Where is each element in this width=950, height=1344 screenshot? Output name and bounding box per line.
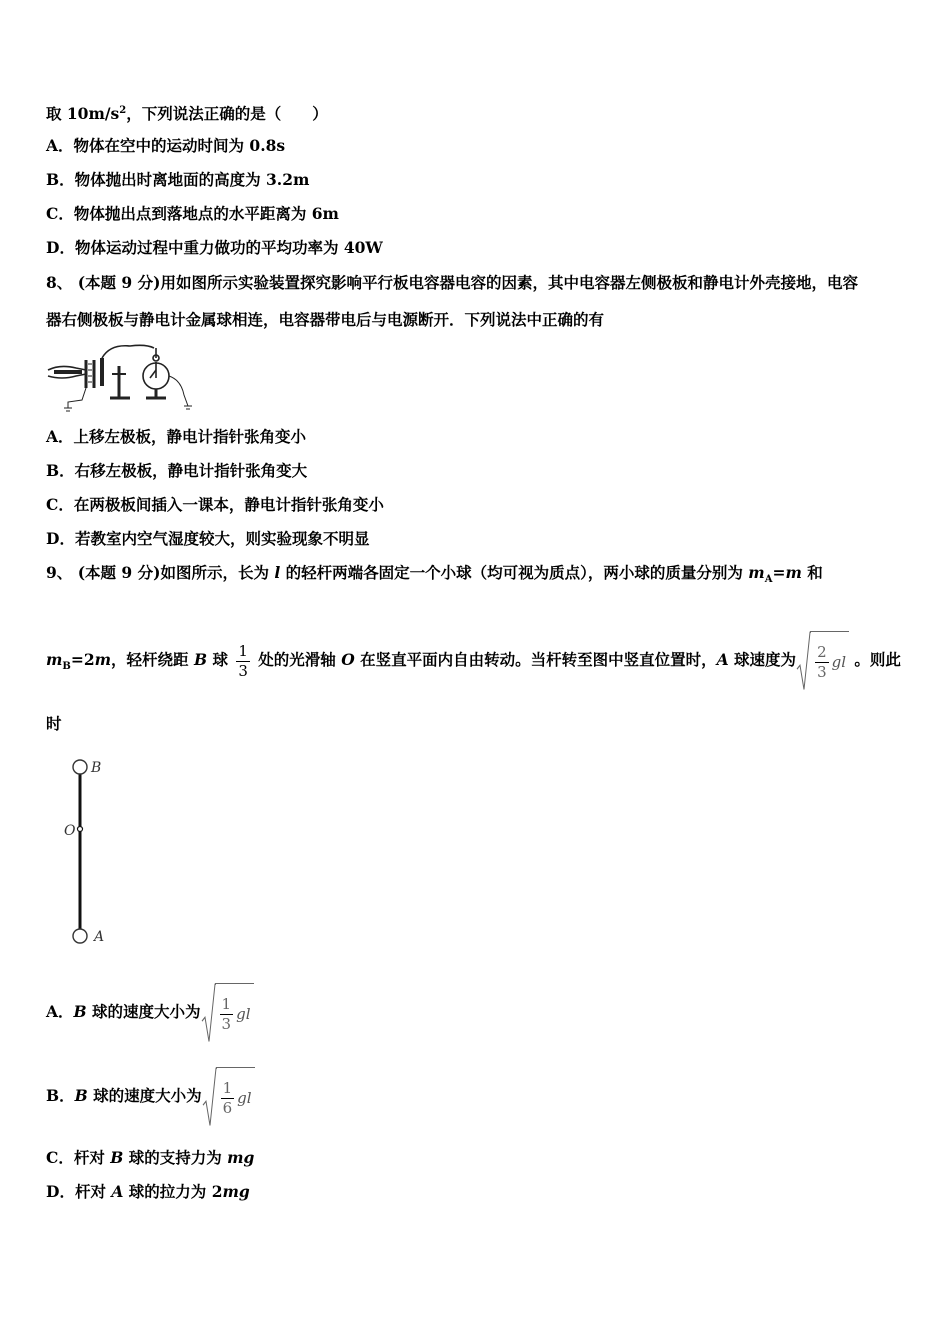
q8-option-b: B．右移左极板，静电计指针张角变大 (46, 461, 308, 480)
q9-option-b: B．B 球的速度大小为 $\frac{1}{6}$ gl (46, 1066, 255, 1126)
q8-option-c: C．在两极板间插入一课本，静电计指针张角变小 (46, 495, 384, 514)
q7-option-d: D．物体运动过程中重力做功的平均功率为 40W (46, 238, 383, 257)
q9-option-c: C．杆对 B 球的支持力为 mg (46, 1148, 255, 1167)
q9-stem-line1: 9、 (本题 9 分)如图所示，长为 l 的轻杆两端各固定一个小球（均可视为质点），两小球的质量分别为 $m_A=m$ 和 (46, 563, 823, 586)
fig-label-a: A (94, 929, 105, 945)
option-b-sqrt: $\frac{1}{6}$ gl (202, 1067, 255, 1128)
q7-option-a: A．物体在空中的运动时间为 0.8s (46, 136, 286, 155)
one-third-fraction: $\frac{1}{3}$ (238, 641, 248, 680)
q8-option-a: A．上移左极板，静电计指针张角变小 (46, 427, 307, 446)
q7-option-c: C．物体抛出点到落地点的水平距离为 6m (46, 204, 339, 223)
q8-stem-line1: 8、 (本题 9 分)用如图所示实验装置探究影响平行板电容器电容的因素，其中电容器左侧极板和静电计外壳接地，电容 (46, 273, 858, 292)
q8-stem-line2: 器右侧极板与静电计金属球相连，电容器带电后与电源断开．下列说法中正确的有 (46, 310, 605, 329)
q9-option-a: A．B 球的速度大小为 $\frac{1}{3}$ gl (46, 982, 254, 1042)
q8-option-d: D．若教室内空气湿度较大，则实验现象不明显 (46, 529, 370, 548)
fig-label-b: B (91, 760, 102, 776)
velocity-sqrt-expression: $\frac{2}{3}$ gl (796, 631, 849, 692)
rod-two-balls-figure (46, 755, 126, 955)
q9-stem-line2: $m_B=2m$，轻杆绕距 B 球 $\frac{1}{3}$ 处的光滑轴 O 在竖直平面内自由转动。当杆转至图中竖直位置时，A 球速度为 $\frac{2}{3}$ gl 。则此 (46, 630, 901, 690)
option-a-sqrt: $\frac{1}{3}$ gl (201, 983, 254, 1044)
fig-label-o: O (64, 823, 76, 839)
q9-stem-tail: 时 (46, 714, 62, 733)
q7-stem-continuation: 取 $10m/s^2$，下列说法正确的是（ ） (46, 104, 328, 124)
q7-option-b: B．物体抛出时离地面的高度为 3.2m (46, 170, 310, 189)
capacitor-electroscope-figure (46, 340, 196, 415)
q9-option-d: D．杆对 A 球的拉力为 2mg (46, 1182, 250, 1201)
